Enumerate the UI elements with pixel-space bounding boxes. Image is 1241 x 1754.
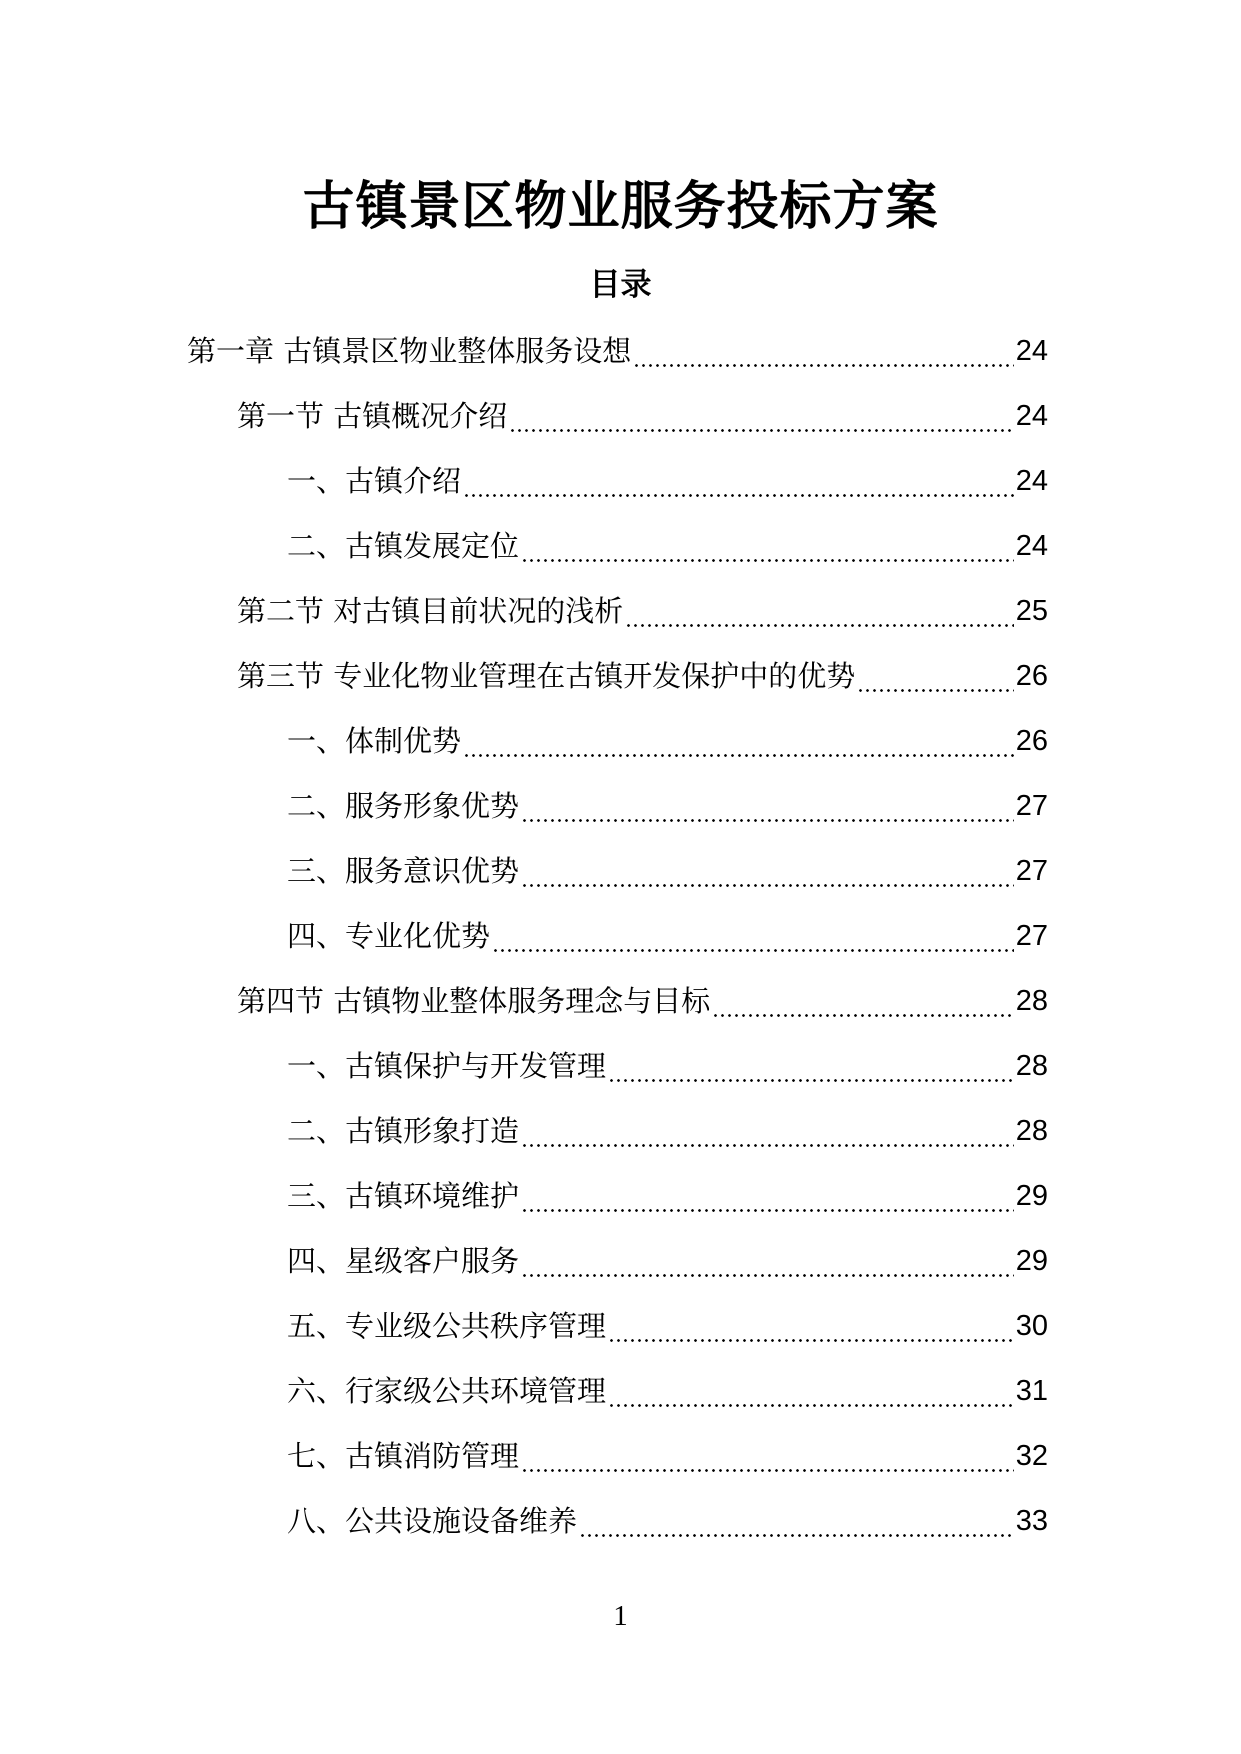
toc-entry-page: 29 bbox=[1015, 1180, 1048, 1212]
toc-dot-leader bbox=[521, 1434, 1014, 1478]
toc-entry-title: 二、服务形象优势 bbox=[287, 789, 520, 823]
toc-dot-leader bbox=[579, 1499, 1014, 1543]
toc-dot-leader bbox=[521, 1174, 1014, 1218]
toc-entry[interactable] bbox=[237, 654, 1048, 698]
toc-entry-page: 30 bbox=[1015, 1310, 1048, 1342]
toc-entry[interactable] bbox=[287, 1239, 1048, 1283]
toc-entry[interactable] bbox=[287, 1044, 1048, 1088]
toc-entry-page: 24 bbox=[1015, 400, 1048, 432]
toc-entry-title: 四、专业化优势 bbox=[287, 919, 491, 953]
toc-dot-leader bbox=[463, 459, 1014, 503]
toc-entry-page: 31 bbox=[1015, 1375, 1048, 1407]
toc-entry-page: 32 bbox=[1015, 1440, 1048, 1472]
toc-entry[interactable] bbox=[287, 1109, 1048, 1153]
toc-entry[interactable] bbox=[237, 589, 1048, 633]
toc-entry[interactable] bbox=[287, 784, 1048, 828]
toc-entry-page: 24 bbox=[1015, 335, 1048, 367]
toc-entry-title: 七、古镇消防管理 bbox=[287, 1439, 520, 1473]
toc-entry[interactable] bbox=[237, 979, 1048, 1023]
toc-dot-leader bbox=[463, 719, 1014, 763]
toc-entry-title: 第二节 对古镇目前状况的浅析 bbox=[237, 594, 624, 628]
toc-entry-page: 28 bbox=[1015, 985, 1048, 1017]
toc-entry-title: 五、专业级公共秩序管理 bbox=[287, 1309, 607, 1343]
toc-dot-leader bbox=[509, 394, 1014, 438]
toc-entry[interactable] bbox=[287, 1499, 1048, 1543]
toc-entry-title: 四、星级客户服务 bbox=[287, 1244, 520, 1278]
toc-entry-title: 第一节 古镇概况介绍 bbox=[237, 399, 508, 433]
toc-entry-title: 三、古镇环境维护 bbox=[287, 1179, 520, 1213]
toc-entry-title: 八、公共设施设备维养 bbox=[287, 1504, 578, 1538]
toc-entry-page: 28 bbox=[1015, 1115, 1048, 1147]
toc-dot-leader bbox=[857, 654, 1014, 698]
toc-entry-title: 第四节 古镇物业整体服务理念与目标 bbox=[237, 984, 711, 1018]
toc-entry[interactable] bbox=[287, 459, 1048, 503]
toc-entry[interactable] bbox=[287, 1369, 1048, 1413]
toc-entry[interactable] bbox=[287, 1434, 1048, 1478]
toc-entry-title: 一、体制优势 bbox=[287, 724, 462, 758]
toc-entry-page: 25 bbox=[1015, 595, 1048, 627]
toc-entry-page: 24 bbox=[1015, 530, 1048, 562]
toc-entry-page: 24 bbox=[1015, 465, 1048, 497]
toc-dot-leader bbox=[492, 914, 1014, 958]
toc-entry[interactable] bbox=[237, 394, 1048, 438]
toc-dot-leader bbox=[521, 849, 1014, 893]
toc-entry-title: 六、行家级公共环境管理 bbox=[287, 1374, 607, 1408]
toc-dot-leader bbox=[521, 1109, 1014, 1153]
toc-entry-page: 33 bbox=[1015, 1505, 1048, 1537]
toc-dot-leader bbox=[521, 784, 1014, 828]
toc-entry[interactable] bbox=[287, 914, 1048, 958]
toc-dot-leader bbox=[608, 1369, 1014, 1413]
toc-entry[interactable] bbox=[287, 1304, 1048, 1348]
toc-entry-title: 一、古镇保护与开发管理 bbox=[287, 1049, 607, 1083]
toc-entry[interactable] bbox=[287, 1174, 1048, 1218]
toc-entry-title: 二、古镇发展定位 bbox=[287, 529, 520, 563]
toc-entry[interactable] bbox=[287, 524, 1048, 568]
toc-entry-title: 第三节 专业化物业管理在古镇开发保护中的优势 bbox=[237, 659, 856, 693]
toc-entry-title: 一、古镇介绍 bbox=[287, 464, 462, 498]
toc-entry-page: 26 bbox=[1015, 725, 1048, 757]
toc-dot-leader bbox=[521, 524, 1014, 568]
toc-dot-leader bbox=[633, 329, 1014, 373]
toc-entry[interactable] bbox=[287, 719, 1048, 763]
toc-entry[interactable] bbox=[187, 329, 1048, 373]
toc-entry-page: 28 bbox=[1015, 1050, 1048, 1082]
toc-entry-page: 27 bbox=[1015, 790, 1048, 822]
toc-entry-page: 26 bbox=[1015, 660, 1048, 692]
page-number: 1 bbox=[613, 1600, 628, 1632]
toc-dot-leader bbox=[712, 979, 1014, 1023]
toc-dot-leader bbox=[608, 1304, 1014, 1348]
toc-entry[interactable] bbox=[287, 849, 1048, 893]
toc-dot-leader bbox=[625, 589, 1014, 633]
toc-entry-page: 27 bbox=[1015, 855, 1048, 887]
toc-entry-title: 二、古镇形象打造 bbox=[287, 1114, 520, 1148]
document-title: 古镇景区物业服务投标方案 bbox=[302, 177, 939, 237]
toc-entry-page: 27 bbox=[1015, 920, 1048, 952]
toc-dot-leader bbox=[608, 1044, 1014, 1088]
toc-entry-title: 三、服务意识优势 bbox=[287, 854, 520, 888]
toc-entry-page: 29 bbox=[1015, 1245, 1048, 1277]
toc-dot-leader bbox=[521, 1239, 1014, 1283]
toc-heading: 目录 bbox=[589, 267, 652, 303]
toc-entry-title: 第一章 古镇景区物业整体服务设想 bbox=[187, 334, 632, 368]
